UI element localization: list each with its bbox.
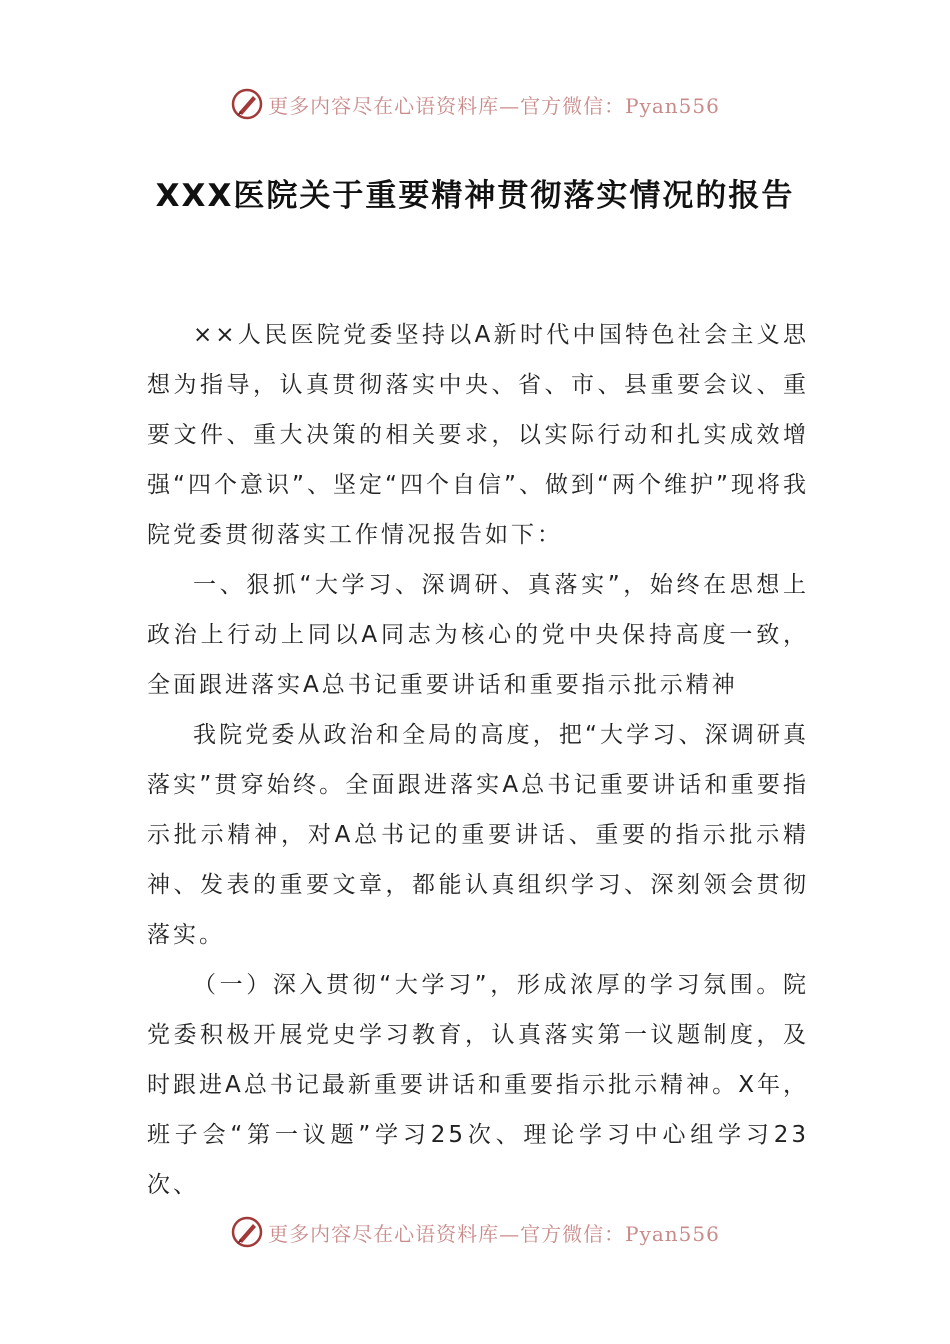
paragraph: ××人民医院党委坚持以A新时代中国特色社会主义思想为指导，认真贯彻落实中央、省、市、县重要会议、重要文件、重大决策的相关要求，以实际行动和扎实成效增强“四个意识”、坚定“四个自信”、做到“两个维护”现将我院党委贯彻落实工作情况报告如下： [147,322,809,548]
document-title: XXX医院关于重要精神贯彻落实情况的报告 [155,178,795,214]
document-body [147,310,809,1210]
watermark-header [0,84,950,124]
watermark-footer [0,1212,950,1252]
pen-nib-logo-icon [230,87,264,121]
pen-nib-logo-icon [230,1215,264,1249]
watermark-text: 更多内容尽在心语资料库—官方微信：Pyan556 [268,93,720,118]
paragraph: 我院党委从政治和全局的高度，把“大学习、深调研真落实”贯穿始终。全面跟进落实A总书记重要讲话和重要指示批示精神，对A总书记的重要讲话、重要的指示批示精神、发表的重要文章，都能认真组织学习、深刻领会贯彻落实。 [147,722,809,948]
watermark-text: 更多内容尽在心语资料库—官方微信：Pyan556 [268,1221,720,1246]
paragraph: （一）深入贯彻“大学习”，形成浓厚的学习氛围。院党委积极开展党史学习教育，认真落实第一议题制度，及时跟进A总书记最新重要讲话和重要指示批示精神。X年，班子会“第一议题”学习25次、理论学习中心组学习23次、 [147,972,809,1198]
paragraph: 一、狠抓“大学习、深调研、真落实”，始终在思想上政治上行动上同以A同志为核心的党中央保持高度一致，全面跟进落实A总书记重要讲话和重要指示批示精神 [147,572,809,698]
